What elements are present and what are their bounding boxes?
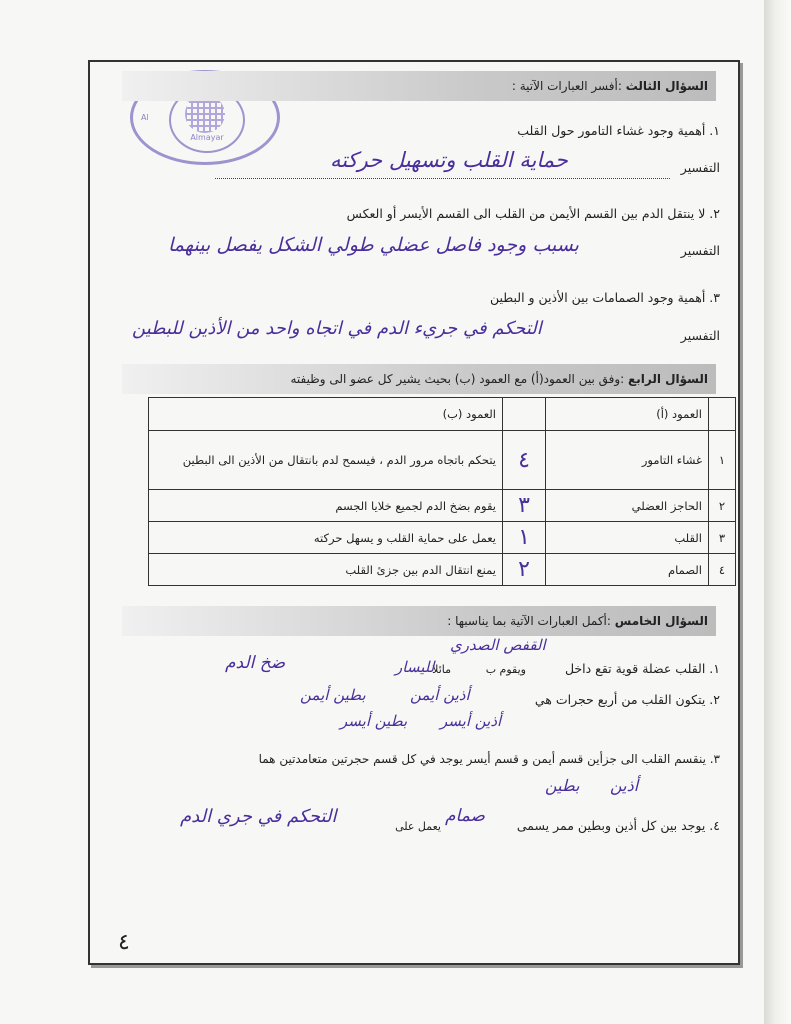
q5-title: السؤال الخامس (614, 614, 708, 628)
q4-header (122, 364, 716, 394)
q3-item-1-dotline (215, 178, 670, 179)
q5-item-1-answer-3: ضخ الدم (225, 653, 286, 673)
table-row: ٢ الحاجز العضلي ٣ يقوم بضخ الدم لجميع خلايا الجسم (149, 490, 736, 522)
q5-item-4: ٤. يوجد بين كل أذين وبطين ممر يسمى (516, 818, 720, 833)
q5-header (122, 606, 716, 636)
q5-item-4-mid: يعمل على (395, 820, 441, 833)
q5-item-4-answer-1: صمام (445, 806, 485, 826)
q5-item-2-answer-3: أذين أيسر (440, 712, 502, 730)
col-b-header: العمود (ب) (149, 398, 503, 431)
page-edge (764, 0, 791, 1024)
q3-header (122, 71, 716, 101)
q5-item-3: ٣. ينقسم القلب الى جزأين قسم أيمن و قسم أيسر يوجد في كل قسم حجرتين متعامدتين هما (258, 752, 720, 766)
q5-item-2-answer-4: بطين أيسر (340, 712, 408, 730)
handwritten-answer: ٢ (503, 554, 546, 586)
q5-item-1-mid: مائلا (432, 663, 451, 676)
matching-table (148, 397, 736, 586)
q5-item-3-answer-1: أذين (610, 776, 639, 795)
col-a-header: العمود (أ) (546, 398, 709, 431)
q5-item-2-answer-1: أذين أيمن (410, 686, 470, 704)
q5-item-2-answer-2: بطين أيمن (300, 686, 366, 704)
table-row: ١ غشاء التامور ٤ يتحكم باتجاه مرور الدم ، فيسمح لدم بانتقال من الأذين الى البطين (149, 431, 736, 490)
table-row: ٤ الصمام ٢ يمنع انتقال الدم بين جزئ القلب (149, 554, 736, 586)
q4-instruction: :وفق بين العمود(أ) مع العمود (ب) بحيث يشير كل عضو الى وظيفته (290, 372, 625, 386)
q5-item-1-answer-2: لليسار (395, 658, 435, 676)
q3-item-2: ٢. لا ينتقل الدم بين القسم الأيمن من القلب الى القسم الأيسر أو العكس (346, 206, 720, 221)
q3-item-3-label: التفسير (680, 328, 720, 343)
stamp-latin-text: Almayar (190, 133, 224, 142)
q5-item-1-mid2: ويقوم ب (485, 663, 526, 676)
handwritten-answer: ١ (503, 522, 546, 554)
q5-item-4-answer-2: التحكم في جري الدم (180, 806, 337, 827)
q3-item-3: ٣. أهمية وجود الصمامات بين الأذين و البطين (489, 290, 720, 305)
q3-item-2-label: التفسير (680, 243, 720, 258)
q3-item-1-label: التفسير (680, 160, 720, 175)
stamp-side-text: Al (141, 113, 149, 122)
table-header-row (149, 398, 736, 431)
q3-item-3-answer: التحكم في جريء الدم في اتجاه واحد من الأذين للبطين (132, 318, 542, 339)
q5-item-2: ٢. يتكون القلب من أربع حجرات هي (534, 692, 720, 707)
table-row: ٣ القلب ١ يعمل على حماية القلب و يسهل حركته (149, 522, 736, 554)
q5-item-1: ١. القلب عضلة قوية تقع داخل (564, 661, 720, 676)
q4-title: السؤال الرابع (628, 372, 708, 386)
q3-item-2-answer: بسبب وجود فاصل عضلي طولي الشكل يفصل بينهما (168, 234, 579, 256)
handwritten-answer: ٣ (503, 490, 546, 522)
q3-instruction: :أفسر العبارات الآتية : (511, 79, 622, 93)
q5-item-1-answer-1: القفص الصدري (450, 636, 546, 654)
q5-instruction: :أكمل العبارات الآتية بما يناسبها : (447, 614, 611, 628)
page-number: ٤ (118, 930, 130, 955)
q3-item-1: ١. أهمية وجود غشاء التامور حول القلب (517, 123, 720, 138)
q3-title: السؤال الثالث (625, 79, 708, 93)
handwritten-answer: ٤ (503, 431, 546, 490)
q5-item-3-answer-2: بطين (545, 776, 580, 795)
q3-item-1-answer: حماية القلب وتسهيل حركته (330, 148, 568, 172)
